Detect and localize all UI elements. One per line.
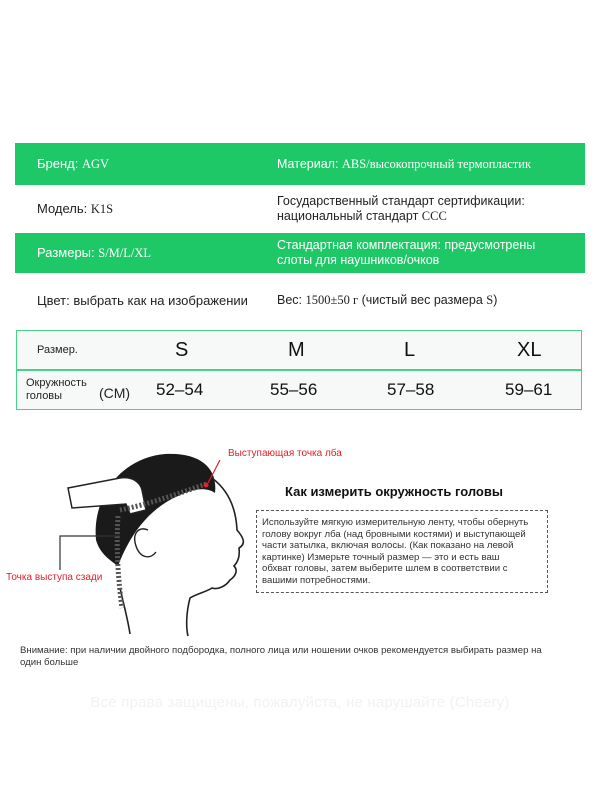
sizes-value: S/M/L/XL — [98, 246, 152, 260]
color-text: Цвет: выбрать как на изображении — [37, 292, 248, 308]
package-line2: слоты для наушников/очков — [277, 253, 440, 267]
neck-back — [120, 588, 130, 634]
package-cell — [277, 238, 585, 268]
forehead-point-dot — [204, 483, 209, 488]
spec-row-sizes — [15, 233, 585, 273]
model-cell — [15, 201, 277, 217]
material-cell — [277, 157, 585, 172]
brand-cell — [15, 156, 277, 172]
circumference-label-line2: головы — [26, 390, 63, 402]
circumference-label-line1: Окружность — [26, 377, 87, 389]
package-line1: Стандартная комплектация: предусмотрены — [277, 238, 536, 252]
ear — [135, 529, 156, 557]
instruction-line: обхват головы, затем выберите шлем в соответствии с — [262, 563, 508, 575]
range-m: 55–56 — [270, 380, 318, 399]
measure-title: Как измерить окружность головы — [285, 484, 503, 499]
weight-value: 1500±50 г — [305, 292, 359, 307]
material-label: Материал: — [277, 156, 342, 171]
range-s: 52–54 — [156, 380, 204, 399]
size-xl: XL — [517, 339, 542, 361]
hair-shape — [96, 454, 216, 566]
size-m: M — [288, 339, 305, 361]
range-l: 57–58 — [387, 380, 435, 399]
brand-value: AGV — [81, 157, 110, 171]
instruction-line: голову вокруг лба (над бровными костями) и выступающей — [262, 528, 526, 540]
size-table — [16, 330, 582, 410]
weight-size: S — [486, 292, 494, 307]
certification-value: CCC — [421, 209, 447, 223]
sizes-cell — [15, 245, 277, 261]
instruction-line: Используйте мягкую измерительную ленту, чтобы обернуть — [262, 517, 529, 528]
watermark-text: Все права защищены, пожалуйста, не нарушайте (Cheery) — [90, 694, 510, 711]
instructions-box — [256, 510, 548, 593]
warning-line1: Внимание: при наличии двойного подбородка, полного лица или ношении очков рекомендуется выбирать размер на — [20, 645, 542, 656]
instruction-line: картинке) Измерьте точный размер — это и есть ваш — [262, 551, 500, 563]
certification-cell — [277, 194, 585, 224]
size-l: L — [404, 339, 416, 361]
instruction-line: вашими потребностями. — [262, 574, 371, 586]
certification-line1: Государственный стандарт сертификации: — [277, 194, 525, 208]
model-value: K1S — [90, 202, 114, 216]
weight-close: ) — [493, 292, 498, 307]
spec-block — [15, 143, 585, 327]
unit-label: (CM) — [99, 385, 131, 401]
warning-line2: один больше — [20, 656, 79, 668]
circumference-label — [26, 377, 87, 403]
color-cell — [15, 293, 277, 308]
certification-line2 — [277, 209, 585, 224]
spec-row-color — [15, 273, 585, 327]
sizes-label: Размеры: — [37, 245, 99, 260]
size-row-label: Размер. — [37, 344, 78, 356]
weight-cell — [277, 293, 585, 308]
spec-row-brand — [15, 143, 585, 185]
brand-label: Бренд: — [37, 156, 82, 171]
face-profile — [187, 478, 244, 636]
table-divider — [17, 369, 581, 371]
weight-suffix: (чистый вес размера — [358, 292, 487, 307]
warning-note — [20, 645, 585, 668]
model-label: Модель: — [37, 201, 91, 216]
range-xl: 59–61 — [505, 380, 553, 399]
back-point-label: Точка выступа сзади — [6, 572, 103, 583]
forehead-label: Выступающая точка лба — [228, 448, 342, 459]
material-value: ABS/высокопрочный термопластик — [341, 156, 532, 171]
spec-row-model — [15, 185, 585, 233]
size-s: S — [175, 339, 189, 361]
weight-label: Вес: — [277, 292, 306, 307]
instruction-line: части затылка, включая волосы. (Как показано на левой — [262, 540, 514, 552]
certification-label: национальный стандарт — [277, 209, 422, 223]
